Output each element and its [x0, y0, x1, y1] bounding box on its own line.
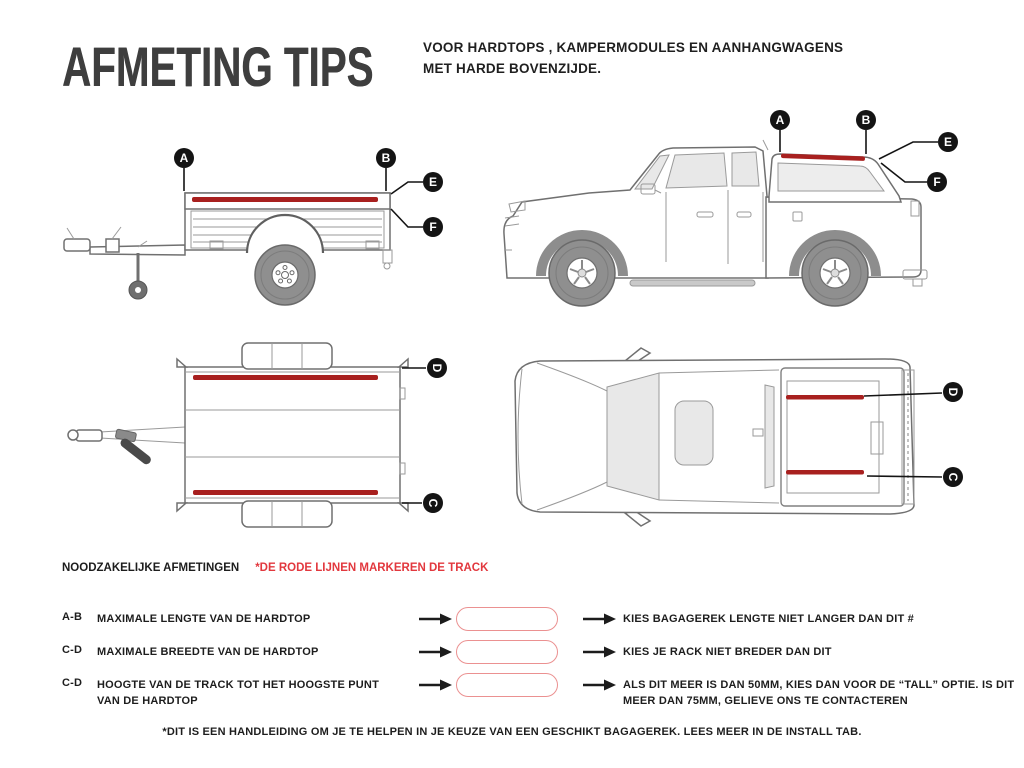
label-b-marker — [376, 148, 396, 191]
track-line — [193, 375, 378, 380]
measurement-value-box — [456, 640, 558, 664]
row-result-line-1: ALS DIT MEER IS DAN 50MM, KIES DAN VOOR DE “TALL” OPTIE. IS DIT — [623, 679, 1015, 691]
row-description: MAXIMALE LENGTE VAN DE HARDTOP — [97, 613, 311, 625]
arrow-right-icon — [582, 646, 616, 661]
track-line — [193, 490, 378, 495]
track-line — [786, 395, 864, 400]
subtitle-line-2: MET HARDE BOVENZIJDE. — [423, 61, 602, 76]
measurement-row-cd-height — [62, 675, 1015, 709]
front-wheel — [549, 240, 615, 306]
measurement-value-box — [456, 673, 558, 697]
legend — [62, 562, 488, 574]
measurement-value-box — [456, 607, 558, 631]
row-key: A-B — [62, 611, 83, 623]
svg-text:F: F — [429, 220, 437, 234]
row-result: KIES BAGAGEREK LENGTE NIET LANGER DAN DIT # — [623, 613, 914, 625]
row-key: C-D — [62, 644, 83, 656]
track-line — [786, 470, 864, 475]
svg-text:B: B — [381, 151, 391, 165]
page-subtitle — [423, 37, 843, 79]
truck-side-view-diagram — [475, 100, 1005, 325]
svg-text:A: A — [775, 113, 785, 127]
svg-text:C: C — [946, 472, 960, 482]
arrow-right-icon — [582, 613, 616, 628]
svg-text:E: E — [943, 135, 953, 149]
label-a-marker — [770, 110, 790, 152]
svg-text:D: D — [946, 387, 960, 397]
truck-top-view-diagram — [495, 345, 995, 530]
hardtop-canopy-top — [781, 368, 914, 506]
windshield-top — [607, 373, 659, 500]
row-description-line-2: VAN DE HARDTOP — [97, 695, 198, 707]
row-result: KIES JE RACK NIET BREDER DAN DIT — [623, 646, 832, 658]
label-b-marker — [856, 110, 876, 154]
row-result — [623, 677, 1024, 709]
trailer-top-view-diagram — [30, 335, 475, 550]
trailer-drawbar — [64, 227, 185, 255]
svg-text:F: F — [933, 175, 941, 189]
legend-track-note: *DE RODE LIJNEN MARKEREN DE TRACK — [255, 562, 489, 574]
trailer-drawbar-top — [68, 427, 185, 466]
arrow-right-icon — [582, 679, 616, 694]
hardtop-canopy — [769, 154, 901, 202]
svg-text:A: A — [179, 151, 189, 165]
row-description-line-1: HOOGTE VAN DE TRACK TOT HET HOOGSTE PUNT — [97, 679, 379, 691]
footnote: *DIT IS EEN HANDLEIDING OM JE TE HELPEN IN JE KEUZE VAN EEN GESCHIKT BAGAGEREK. LEES MEER IN DE INSTALL TAB. — [162, 726, 862, 738]
arrow-right-icon — [418, 679, 452, 694]
row-result-line-2: MEER DAN 75MM, GELIEVE ONS TE CONTACTEREN — [623, 695, 908, 707]
label-a-marker — [174, 148, 194, 191]
subtitle-line-1: VOOR HARDTOPS , KAMPERMODULES EN AANHANGWAGENS — [423, 40, 844, 55]
rear-window-top — [765, 385, 774, 488]
svg-text:B: B — [861, 113, 871, 127]
trailer-wheel — [247, 215, 323, 305]
page-title: AFMETING TIPS — [62, 35, 374, 98]
measurement-row-cd-width — [62, 642, 1012, 676]
svg-text:D: D — [430, 363, 444, 373]
legend-heading: NOODZAKELIJKE AFMETINGEN — [62, 562, 240, 574]
measurement-row-ab — [62, 609, 1012, 643]
svg-text:C: C — [426, 498, 440, 508]
trailer-body-top — [177, 359, 408, 511]
svg-text:E: E — [428, 175, 438, 189]
sunroof — [675, 401, 713, 465]
row-key: C-D — [62, 677, 83, 689]
label-f-marker — [391, 209, 443, 237]
track-line — [192, 197, 378, 202]
label-e-marker — [391, 172, 443, 194]
label-e-marker — [879, 132, 958, 159]
trailer-side-view-diagram — [50, 135, 460, 330]
rear-wheel — [802, 240, 868, 306]
arrow-right-icon — [418, 646, 452, 661]
row-description: MAXIMALE BREEDTE VAN DE HARDTOP — [97, 646, 319, 658]
arrow-right-icon — [418, 613, 452, 628]
row-description — [97, 677, 412, 709]
